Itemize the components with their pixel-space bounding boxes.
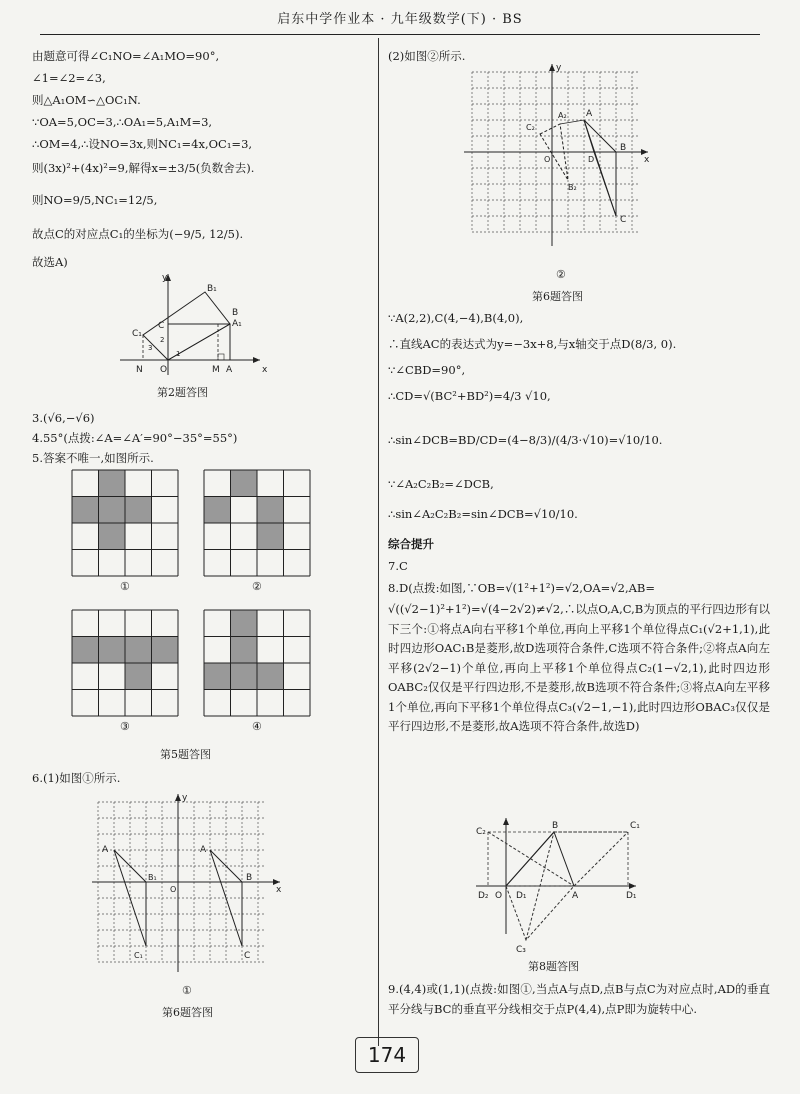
figure-label: ① [182,984,192,997]
fig2-C1-label: C₁ [132,329,142,339]
fig2-C-label: C [158,321,165,331]
grid-figure-4 [204,610,310,716]
solution-line: 则△A₁OM∽△OC₁N. [32,93,141,107]
fig6b-x-label: x [644,155,650,165]
solution-line: ∴直线AC的表达式为y=−3x+8,与x轴交于点D(8/3, 0). [388,337,677,351]
fig8-D2-label: D₂ [478,891,489,901]
grid-figure-3 [72,610,178,716]
solution-line: ∴OM=4,∴设NO=3x,则NC₁=4x,OC₁=3, [32,137,253,151]
figure-q6-2 [460,64,660,264]
fig2-B1-label: B₁ [207,284,217,294]
running-header: 启东中学作业本 · 九年级数学(下) · BS [277,12,523,27]
fig2-angle2: 2 [160,336,165,344]
fig6a-B-label: B [246,873,253,883]
answer-q8-line1: 8.D(点拨:如图,∵OB=√(1²+1²)=√2,OA=√2,AB= [388,581,656,595]
fig6b-D-label: D [588,155,595,164]
fig6b-B2-label: B₂ [568,183,577,192]
solution-line: 则NO=9/5,NC₁=12/5, [32,193,158,207]
fig2-A1-label: A₁ [232,319,242,329]
fig2-A-label: A [226,365,233,375]
solution-line: ∴sin∠DCB=BD/CD=(4−8/3)/(4/3·√10)=√10/10. [388,433,663,447]
fig8-A-label: A [572,891,579,901]
page-number: 174 [355,1037,419,1073]
answer-q7: 7.C [388,559,408,573]
figure-q2 [120,270,270,380]
figure-q8 [476,814,666,964]
grid-figure-2 [204,470,310,576]
figure-label: ② [556,268,566,281]
fig6a-A-label: A [200,845,207,855]
solution-line: ∠1=∠2=∠3, [32,71,106,85]
fig8-D1b-label: D₁ [626,891,637,901]
fig8-C1-label: C₁ [630,821,640,831]
grid-label-2: ② [252,580,262,593]
fig8-O-label: O [495,891,503,901]
grid-label-3: ③ [120,720,130,733]
fig6a-B1-label: B₁ [148,873,157,882]
answer-q8-body: √((√2−1)²+1²)=√(4−2√2)≠√2,∴以点O,A,C,B为顶点的平行四边形有以下三个:①将点A向右平移1个单位,再向上平移1个单位得点C₁(√2+1,1),此时四边形OAC₁B是菱形,故D选项符合条件,C选项不符合条件;②将点A向左平移(2√2−1)个单位,再向上平移1个单位得点C₂(1−√2,1),此时四边形OABC₂仅仅是平行四边形,不是菱形,故B选项不符合条件;③将点A向左平移1个单位,再向下平移1个单位得点C₃(√2−1,−1),此时四边形OBAC₃仅仅是平行四边形,不是菱形,故A选项不符合条件,故选D) [388,602,770,733]
figure-caption: 第6题答图 [162,1006,213,1019]
solution-line: ∵∠A₂C₂B₂=∠DCB, [388,477,494,491]
fig2-angle3: 3 [148,344,153,352]
figure-caption: 第8题答图 [528,960,579,973]
solution-line: 故点C的对应点C₁的坐标为(−9/5, 12/5). [32,227,244,241]
fig6a-A1-label: A [102,845,109,855]
fig6b-C2-label: C₂ [526,123,535,132]
fig2-y-label: y [162,273,168,283]
answer-q3: 3.(√6,−√6) [32,411,95,425]
solution-line: 故选A) [32,255,68,269]
fig6b-O-label: O [544,155,551,164]
solution-line: 由题意可得∠C₁NO=∠A₁MO=90°, [32,49,220,63]
solution-line: ∴CD=√(BC²+BD²)=4/3 √10, [388,389,551,403]
answer-q6-1: 6.(1)如图①所示. [32,771,121,785]
fig6a-C-label: C [244,951,251,961]
solution-line: ∵OA=5,OC=3,∴OA₁=5,A₁M=3, [32,115,213,129]
fig2-M-label: M [212,365,220,375]
fig2-angle1: 1 [176,350,181,358]
grid-label-4: ④ [252,720,262,733]
header-rule [40,34,760,35]
answer-q5: 5.答案不唯一,如图所示. [32,451,154,465]
fig6b-A2-label: A₂ [558,111,567,120]
fig8-C3-label: C₃ [516,945,526,955]
fig6b-y-label: y [556,63,562,73]
fig6a-O-label: O [170,885,177,894]
figure-caption: 第5题答图 [160,748,211,761]
solution-line: ∵∠CBD=90°, [388,363,466,377]
grid-label-1: ① [120,580,130,593]
solution-line: 则(3x)²+(4x)²=9,解得x=±3/5(负数舍去). [32,161,255,175]
solution-line: ∵A(2,2),C(4,−4),B(4,0), [388,311,524,325]
fig8-D1-label: D₁ [516,891,527,901]
fig6b-C-label: C [620,215,627,225]
fig2-x-label: x [262,365,268,375]
fig2-O-label: O [160,365,168,375]
solution-line: ∴sin∠A₂C₂B₂=sin∠DCB=√10/10. [388,507,578,521]
fig2-N-label: N [136,365,143,375]
answer-q4: 4.55°(点拨:∠A=∠A′=90°−35°=55°) [32,431,238,445]
fig6a-C1-label: C₁ [134,951,143,960]
column-divider [378,38,379,1046]
fig2-B-label: B [232,308,239,318]
answer-q9: 9.(4,4)或(1,1)(点拨:如图①,当点A与点D,点B与点C为对应点时,AD的垂直平分线与BC的垂直平分线相交于点P(4,4),点P即为旋转中心. [388,982,770,1016]
fig6b-A-label: A [586,109,593,119]
fig6a-y-label: y [182,793,188,803]
fig6b-B-label: B [620,143,627,153]
figure-caption: 第2题答图 [157,386,208,399]
fig8-C2-label: C₂ [476,827,486,837]
section-heading: 综合提升 [388,537,434,551]
figure-q6-1 [92,792,292,982]
figure-caption: 第6题答图 [532,290,583,303]
fig8-B-label: B [552,821,559,831]
fig6a-x-label: x [276,885,282,895]
grid-figure-1 [72,470,178,576]
answer-q6-2: (2)如图②所示. [388,49,466,63]
